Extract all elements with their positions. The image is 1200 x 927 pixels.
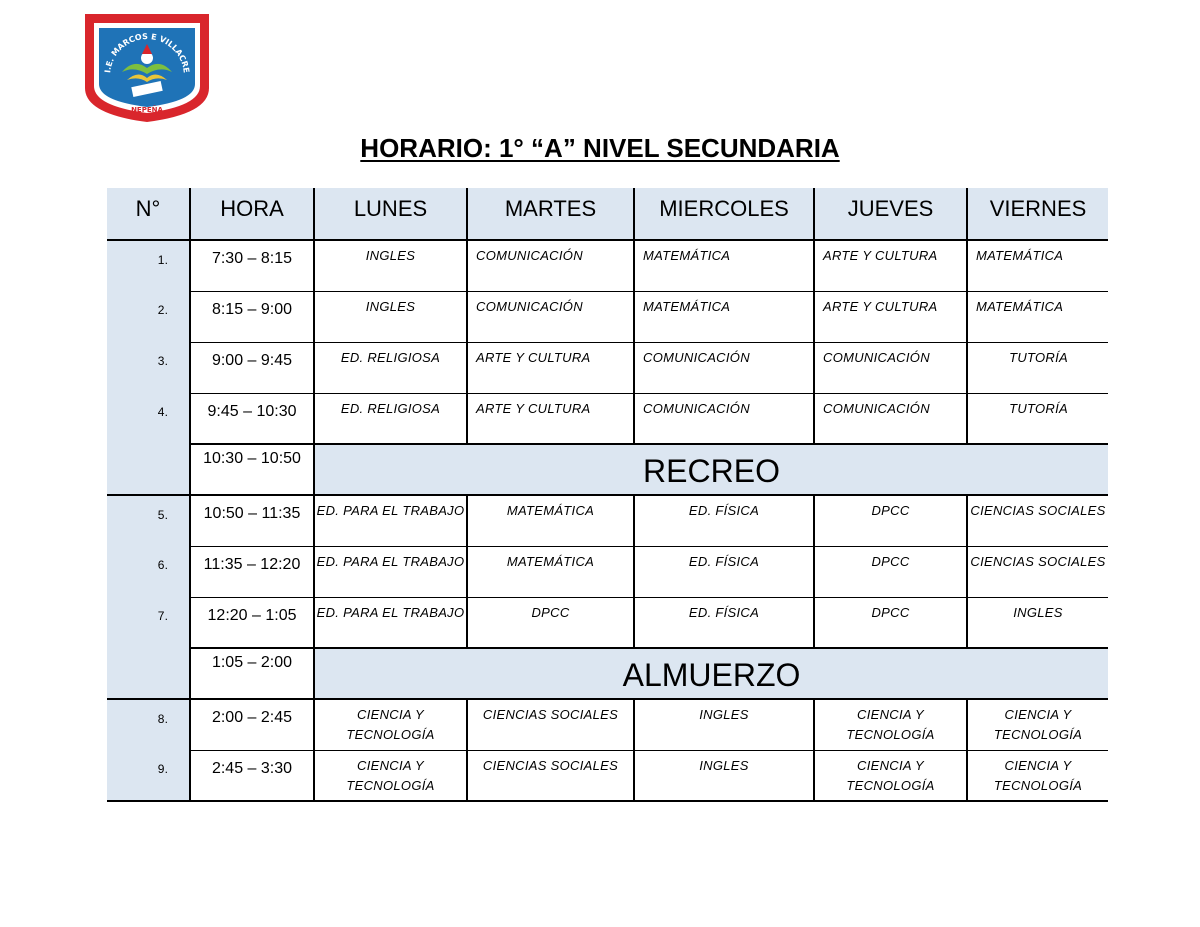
- break-row: [107, 444, 1108, 495]
- martes-cell: CIENCIAS SOCIALES: [467, 699, 634, 750]
- time-slot: 9:45 – 10:30: [190, 393, 314, 444]
- miercoles-cell: ED. FÍSICA: [634, 546, 814, 597]
- row-number-empty: [107, 444, 190, 495]
- miercoles-cell: INGLES: [634, 699, 814, 750]
- row-number: 3.: [107, 342, 190, 393]
- lunes-cell: ED. RELIGIOSA: [314, 393, 467, 444]
- jueves-cell: DPCC: [814, 597, 967, 648]
- schedule-table: [107, 188, 1108, 802]
- col-header-martes: MARTES: [467, 188, 634, 240]
- break-label: RECREO: [314, 444, 1108, 495]
- time-slot: 12:20 – 1:05: [190, 597, 314, 648]
- row-number: 4.: [107, 393, 190, 444]
- time-slot: 10:50 – 11:35: [190, 495, 314, 546]
- martes-cell: COMUNICACIÓN: [467, 240, 634, 291]
- col-header-num: N°: [107, 188, 190, 240]
- lunes-cell: ED. PARA EL TRABAJO: [314, 495, 467, 546]
- lunes-cell: CIENCIA Y TECNOLOGÍA: [314, 750, 467, 801]
- jueves-cell: DPCC: [814, 495, 967, 546]
- break-label: ALMUERZO: [314, 648, 1108, 699]
- table-row: [107, 750, 1108, 801]
- row-number: 5.: [107, 495, 190, 546]
- miercoles-cell: MATEMÁTICA: [634, 291, 814, 342]
- viernes-cell: MATEMÁTICA: [967, 291, 1108, 342]
- break-time-slot: 10:30 – 10:50: [190, 444, 314, 495]
- miercoles-cell: INGLES: [634, 750, 814, 801]
- lunes-cell: INGLES: [314, 240, 467, 291]
- time-slot: 9:00 – 9:45: [190, 342, 314, 393]
- break-time-slot: 1:05 – 2:00: [190, 648, 314, 699]
- table-row: [107, 546, 1108, 597]
- col-header-hora: HORA: [190, 188, 314, 240]
- lunes-cell: ED. PARA EL TRABAJO: [314, 597, 467, 648]
- time-slot: 8:15 – 9:00: [190, 291, 314, 342]
- martes-cell: DPCC: [467, 597, 634, 648]
- time-slot: 7:30 – 8:15: [190, 240, 314, 291]
- martes-cell: ARTE Y CULTURA: [467, 393, 634, 444]
- table-row: [107, 597, 1108, 648]
- table-row: [107, 342, 1108, 393]
- row-number: 7.: [107, 597, 190, 648]
- miercoles-cell: ED. FÍSICA: [634, 495, 814, 546]
- row-number: 2.: [107, 291, 190, 342]
- time-slot: 2:00 – 2:45: [190, 699, 314, 750]
- viernes-cell: MATEMÁTICA: [967, 240, 1108, 291]
- miercoles-cell: MATEMÁTICA: [634, 240, 814, 291]
- row-number: 9.: [107, 750, 190, 801]
- row-number: 8.: [107, 699, 190, 750]
- crest-bottom-text: NEPEÑA: [131, 106, 163, 114]
- lunes-cell: CIENCIA Y TECNOLOGÍA: [314, 699, 467, 750]
- viernes-cell: TUTORÍA: [967, 393, 1108, 444]
- table-row: [107, 699, 1108, 750]
- martes-cell: MATEMÁTICA: [467, 495, 634, 546]
- header-row: [107, 188, 1108, 240]
- col-header-lunes: LUNES: [314, 188, 467, 240]
- jueves-cell: CIENCIA Y TECNOLOGÍA: [814, 699, 967, 750]
- jueves-cell: ARTE Y CULTURA: [814, 291, 967, 342]
- lunes-cell: ED. PARA EL TRABAJO: [314, 546, 467, 597]
- table-row: [107, 393, 1108, 444]
- table-row: [107, 291, 1108, 342]
- jueves-cell: COMUNICACIÓN: [814, 342, 967, 393]
- viernes-cell: CIENCIAS SOCIALES: [967, 546, 1108, 597]
- martes-cell: MATEMÁTICA: [467, 546, 634, 597]
- jueves-cell: CIENCIA Y TECNOLOGÍA: [814, 750, 967, 801]
- miercoles-cell: COMUNICACIÓN: [634, 342, 814, 393]
- jueves-cell: ARTE Y CULTURA: [814, 240, 967, 291]
- break-row: [107, 648, 1108, 699]
- row-number: 1.: [107, 240, 190, 291]
- viernes-cell: CIENCIAS SOCIALES: [967, 495, 1108, 546]
- martes-cell: COMUNICACIÓN: [467, 291, 634, 342]
- crest-arc-text: I.E. MARCOS E VILLACRE: [103, 31, 191, 74]
- martes-cell: CIENCIAS SOCIALES: [467, 750, 634, 801]
- viernes-cell: INGLES: [967, 597, 1108, 648]
- row-number: 6.: [107, 546, 190, 597]
- martes-cell: ARTE Y CULTURA: [467, 342, 634, 393]
- time-slot: 2:45 – 3:30: [190, 750, 314, 801]
- lunes-cell: ED. RELIGIOSA: [314, 342, 467, 393]
- row-number-empty: [107, 648, 190, 699]
- viernes-cell: CIENCIA Y TECNOLOGÍA: [967, 699, 1108, 750]
- viernes-cell: TUTORÍA: [967, 342, 1108, 393]
- col-header-miercoles: MIERCOLES: [634, 188, 814, 240]
- time-slot: 11:35 – 12:20: [190, 546, 314, 597]
- jueves-cell: COMUNICACIÓN: [814, 393, 967, 444]
- viernes-cell: CIENCIA Y TECNOLOGÍA: [967, 750, 1108, 801]
- col-header-jueves: JUEVES: [814, 188, 967, 240]
- table-row: [107, 240, 1108, 291]
- col-header-viernes: VIERNES: [967, 188, 1108, 240]
- miercoles-cell: ED. FÍSICA: [634, 597, 814, 648]
- page-title: HORARIO: 1° “A” NIVEL SECUNDARIA: [360, 133, 840, 163]
- table-row: [107, 495, 1108, 546]
- jueves-cell: DPCC: [814, 546, 967, 597]
- miercoles-cell: COMUNICACIÓN: [634, 393, 814, 444]
- school-crest-logo: [82, 10, 212, 124]
- lunes-cell: INGLES: [314, 291, 467, 342]
